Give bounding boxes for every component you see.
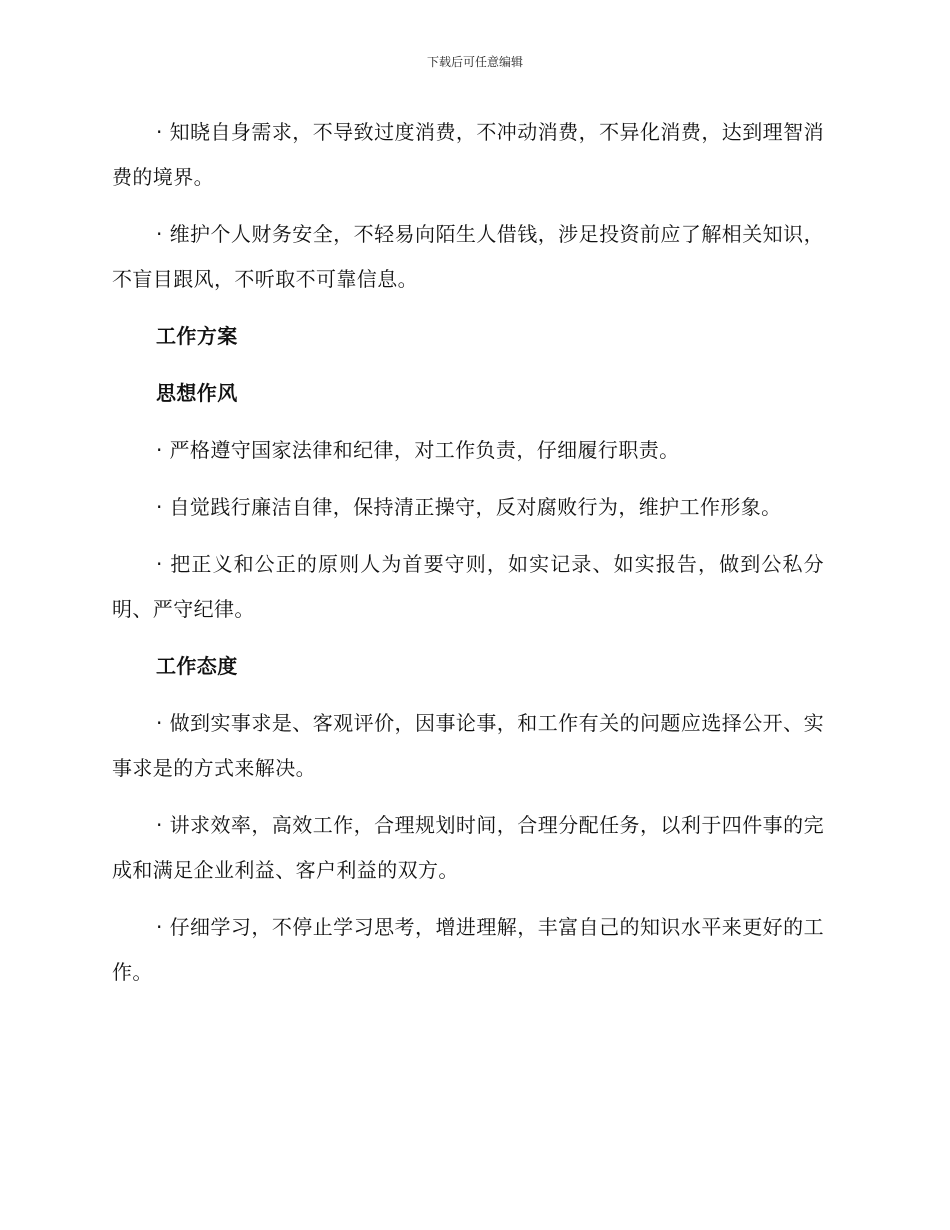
bullet-paragraph-seek-truth: · 做到实事求是、客观评价，因事论事，和工作有关的问题应选择公开、实事求是的方式来解决。 — [112, 711, 824, 780]
bullet-paragraph-integrity: · 自觉践行廉洁自律，保持清正操守，反对腐败行为，维护工作形象。 — [156, 495, 782, 519]
page-header: 下载后可任意编辑 — [426, 55, 523, 69]
document-body — [112, 110, 824, 1007]
bullet-paragraph-rational-consumption: · 知晓自身需求，不导致过度消费，不冲动消费，不异化消费，达到理智消费的境界。 — [112, 120, 824, 189]
subsection-heading-work-attitude: 工作态度 — [156, 654, 238, 678]
subsection-heading-ideological-style: 思想作风 — [156, 381, 238, 405]
section-heading-work-plan: 工作方案 — [156, 324, 238, 348]
bullet-paragraph-learning: · 仔细学习，不停止学习思考，增进理解，丰富自己的知识水平来更好的工作。 — [112, 915, 824, 984]
bullet-paragraph-efficiency: · 讲求效率，高效工作，合理规划时间，合理分配任务，以利于四件事的完成和满足企业利益、客户利益的双方。 — [112, 813, 824, 882]
bullet-paragraph-financial-safety: · 维护个人财务安全，不轻易向陌生人借钱，涉足投资前应了解相关知识，不盲目跟风，不听取不可靠信息。 — [112, 222, 824, 291]
bullet-paragraph-obey-law: · 严格遵守国家法律和纪律，对工作负责，仔细履行职责。 — [156, 438, 680, 462]
bullet-paragraph-justice: · 把正义和公正的原则人为首要守则，如实记录、如实报告，做到公私分明、严守纪律。 — [112, 552, 824, 621]
